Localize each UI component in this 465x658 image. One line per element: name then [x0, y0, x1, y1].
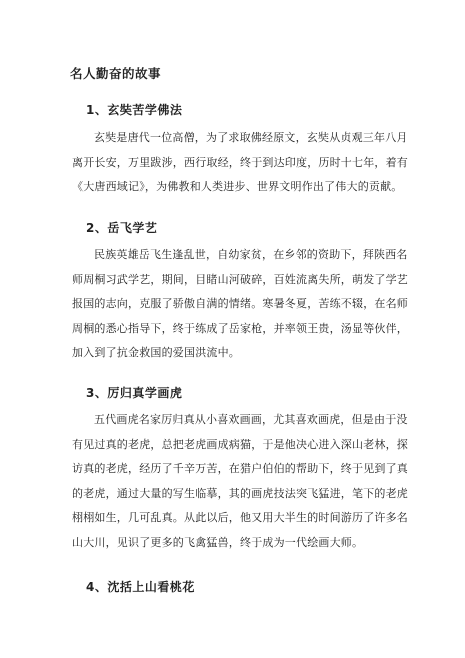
paragraph-line: 访真的老虎，经历了千辛万苦，在猎户伯伯的帮助下，终于见到了真: [72, 462, 408, 475]
section-heading-3: 3、厉归真学画虎: [86, 386, 183, 400]
section-paragraph-3: [72, 408, 408, 555]
section-heading-2: 2、岳飞学艺: [86, 221, 158, 235]
paragraph-line: 师周桐习武学艺，期间，目睹山河破碎，百姓流离失所，萌发了学艺: [72, 272, 408, 286]
section-heading-1: 1、玄奘苦学佛法: [86, 103, 183, 117]
paragraph-line: 离开长安，万里跋涉，西行取经，终于到达印度，历时十七年，着有: [72, 155, 408, 169]
paragraph-line: 《大唐西域记》，为佛教和人类进步、世界文明作出了伟大的贡献。: [72, 180, 403, 193]
paragraph-line: 有见过真的老虎，总把老虎画成病猫，于是他决心进入深山老林，探: [72, 437, 408, 451]
section-paragraph-1: [72, 126, 408, 200]
paragraph-line: 报国的志向，克服了骄傲自满的情绪。寒暑冬夏，苦练不辍，在名师: [72, 297, 408, 310]
paragraph-line: 的老虎，通过大量的写生临摹，其的画虎技法突飞猛进，笔下的老虎: [72, 486, 408, 500]
paragraph-line: 山大川，见识了更多的飞禽猛兽，终于成为一代绘画大师。: [72, 535, 364, 549]
document-title: 名人勤奋的故事: [70, 66, 162, 81]
section-heading-4: 4、沈括上山看桃花: [86, 580, 195, 594]
section-paragraph-2: [72, 243, 408, 366]
paragraph-line: 加入到了抗金救国的爱国洪流中。: [72, 346, 240, 359]
paragraph-line: 周桐的悉心指导下，终于练成了岳家枪，并率领王贵，汤显等伙伴，: [72, 321, 408, 335]
paragraph-line: 五代画虎名家厉归真从小喜欢画画，尤其喜欢画虎，但是由于没: [94, 413, 408, 426]
paragraph-line: 民族英雄岳飞生逢乱世，自幼家贫，在乡邻的资助下，拜陕西名: [94, 248, 408, 261]
paragraph-line: 栩栩如生，几可乱真。从此以后，他又用大半生的时间游历了许多名: [72, 511, 408, 524]
paragraph-line: 玄奘是唐代一位高僧，为了求取佛经原文，玄奘从贞观三年八月: [94, 131, 408, 144]
